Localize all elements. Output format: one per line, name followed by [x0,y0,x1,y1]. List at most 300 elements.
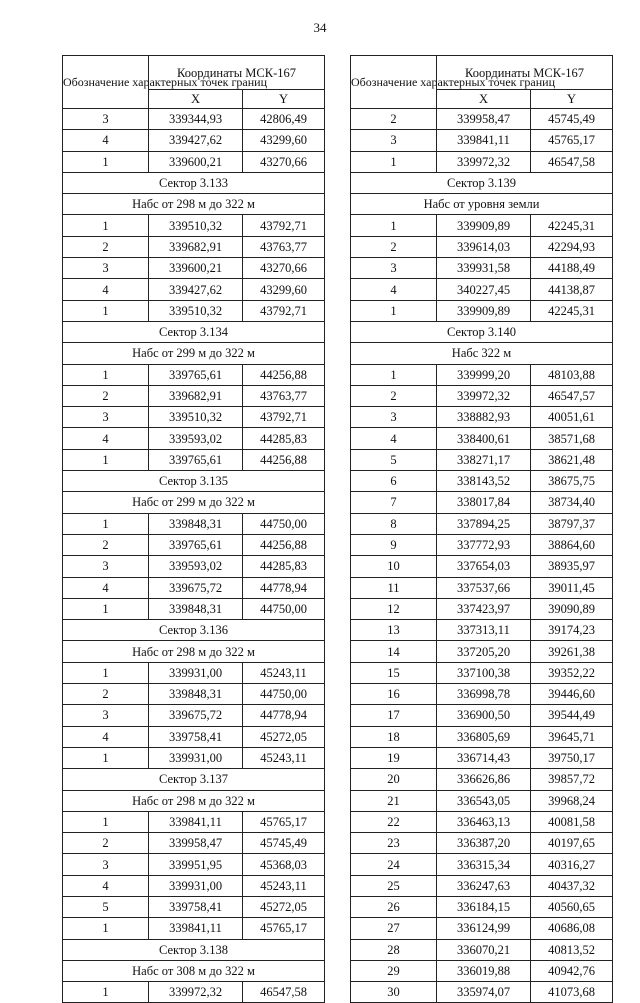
y-coordinate-cell: 43270,66 [243,258,325,279]
x-coordinate-cell: 339999,20 [437,364,531,385]
table-row [351,918,613,939]
x-coordinate-cell: 339344,93 [149,109,243,130]
x-coordinate-cell: 339675,72 [149,705,243,726]
point-column-header: Обозначение характерных точек границ [63,56,149,109]
point-number-cell: 1 [63,449,149,470]
point-column-header: Обозначение характерных точек границ [351,56,437,109]
point-number-cell: 24 [351,854,437,875]
x-coordinate-cell: 339931,58 [437,258,531,279]
y-coordinate-cell: 44750,00 [243,513,325,534]
table-row [351,684,613,705]
section-label: Сектор 3.135 [63,471,325,492]
x-coordinate-cell: 339841,11 [437,130,531,151]
point-number-cell: 1 [63,918,149,939]
y-coordinate-cell: 45765,17 [531,130,613,151]
point-number-cell: 8 [351,513,437,534]
x-column-header: X [149,90,243,109]
coordinates-header: Координаты МСК-167 [149,56,325,90]
table-row [351,151,613,172]
table-row [63,151,325,172]
x-coordinate-cell: 336019,88 [437,960,531,981]
x-coordinate-cell: 337772,93 [437,534,531,555]
table-row [63,747,325,768]
section-label: Набс от 298 м до 322 м [63,194,325,215]
point-number-cell: 2 [63,684,149,705]
y-coordinate-cell: 45745,49 [243,833,325,854]
table-row [351,428,613,449]
point-number-cell: 30 [351,982,437,1003]
x-coordinate-cell: 336626,86 [437,769,531,790]
table-row [351,215,613,236]
table-row [63,854,325,875]
x-coordinate-cell: 339593,02 [149,556,243,577]
coordinates-table-right [350,55,613,1003]
table-row [63,449,325,470]
table-row [351,534,613,555]
x-coordinate-cell: 339931,00 [149,875,243,896]
y-coordinate-cell: 40051,61 [531,407,613,428]
x-coordinate-cell: 338400,61 [437,428,531,449]
point-number-cell: 1 [63,747,149,768]
y-coordinate-cell: 44256,88 [243,449,325,470]
point-number-cell: 7 [351,492,437,513]
x-coordinate-cell: 339848,31 [149,513,243,534]
x-coordinate-cell: 337205,20 [437,641,531,662]
point-number-cell: 17 [351,705,437,726]
y-coordinate-cell: 39174,23 [531,620,613,641]
y-coordinate-cell: 42294,93 [531,236,613,257]
y-coordinate-cell: 44285,83 [243,556,325,577]
point-number-cell: 1 [351,364,437,385]
table-row [63,982,325,1003]
point-number-cell: 11 [351,577,437,598]
x-coordinate-cell: 339765,61 [149,449,243,470]
x-coordinate-cell: 339931,00 [149,662,243,683]
y-coordinate-cell: 43792,71 [243,407,325,428]
table-row [63,513,325,534]
point-number-cell: 1 [63,151,149,172]
table-row [63,662,325,683]
point-number-cell: 19 [351,747,437,768]
point-number-cell: 3 [351,407,437,428]
x-coordinate-cell: 336184,15 [437,896,531,917]
x-coordinate-cell: 339682,91 [149,385,243,406]
x-coordinate-cell: 339765,61 [149,534,243,555]
y-coordinate-cell: 41073,68 [531,982,613,1003]
y-coordinate-cell: 40560,65 [531,896,613,917]
y-coordinate-cell: 42245,31 [531,215,613,236]
x-coordinate-cell: 337654,03 [437,556,531,577]
y-coordinate-cell: 43792,71 [243,300,325,321]
y-coordinate-cell: 39857,72 [531,769,613,790]
point-number-cell: 4 [63,279,149,300]
x-coordinate-cell: 340227,45 [437,279,531,300]
coordinates-table-left [62,55,325,1003]
y-coordinate-cell: 43763,77 [243,236,325,257]
x-coordinate-cell: 339841,11 [149,811,243,832]
y-coordinate-cell: 45765,17 [243,811,325,832]
point-number-cell: 2 [63,236,149,257]
table-row [351,130,613,151]
y-coordinate-cell: 39261,38 [531,641,613,662]
x-coordinate-cell: 339951,95 [149,854,243,875]
point-number-cell: 1 [63,811,149,832]
point-number-cell: 1 [351,151,437,172]
table-row [63,215,325,236]
section-row [63,321,325,342]
table-row [63,875,325,896]
point-number-cell: 1 [351,300,437,321]
y-coordinate-cell: 45272,05 [243,726,325,747]
point-number-cell: 2 [63,534,149,555]
x-coordinate-cell: 339972,32 [437,151,531,172]
table-row [63,577,325,598]
table-row [351,300,613,321]
y-coordinate-cell: 39352,22 [531,662,613,683]
point-number-cell: 1 [63,215,149,236]
point-number-cell: 20 [351,769,437,790]
section-row [351,321,613,342]
table-row [63,556,325,577]
y-coordinate-cell: 46547,57 [531,385,613,406]
y-coordinate-cell: 44778,94 [243,577,325,598]
y-coordinate-cell: 40197,65 [531,833,613,854]
y-coordinate-cell: 40942,76 [531,960,613,981]
x-coordinate-cell: 339510,32 [149,407,243,428]
table-row [351,875,613,896]
point-number-cell: 12 [351,598,437,619]
table-row [351,641,613,662]
x-coordinate-cell: 336543,05 [437,790,531,811]
table-row [351,705,613,726]
section-row [63,620,325,641]
section-label: Сектор 3.138 [63,939,325,960]
y-coordinate-cell: 39544,49 [531,705,613,726]
point-number-cell: 5 [63,896,149,917]
x-coordinate-cell: 337894,25 [437,513,531,534]
table-row [63,833,325,854]
x-coordinate-cell: 339510,32 [149,300,243,321]
point-number-cell: 29 [351,960,437,981]
table-row [63,684,325,705]
y-coordinate-cell: 46547,58 [243,982,325,1003]
table-row [351,471,613,492]
section-label: Сектор 3.133 [63,172,325,193]
x-coordinate-cell: 339848,31 [149,684,243,705]
y-coordinate-cell: 43299,60 [243,130,325,151]
x-coordinate-cell: 339427,62 [149,130,243,151]
point-number-cell: 15 [351,662,437,683]
y-coordinate-cell: 40437,32 [531,875,613,896]
point-number-cell: 3 [63,407,149,428]
section-row [63,790,325,811]
point-number-cell: 14 [351,641,437,662]
y-coordinate-cell: 44138,87 [531,279,613,300]
y-coordinate-cell: 45765,17 [243,918,325,939]
section-row [63,471,325,492]
table-row [351,982,613,1003]
page-number: 34 [313,20,327,35]
x-coordinate-cell: 339972,32 [149,982,243,1003]
y-coordinate-cell: 43792,71 [243,215,325,236]
section-label: Набс от 298 м до 322 м [63,641,325,662]
y-coordinate-cell: 40081,58 [531,811,613,832]
table-row [351,769,613,790]
section-row [63,960,325,981]
section-label: Набс от 298 м до 322 м [63,790,325,811]
x-coordinate-cell: 339614,03 [437,236,531,257]
section-label: Набс от 308 м до 322 м [63,960,325,981]
section-label: Набс от 299 м до 322 м [63,492,325,513]
section-row [63,641,325,662]
x-coordinate-cell: 339758,41 [149,896,243,917]
table-row [63,130,325,151]
point-number-cell: 13 [351,620,437,641]
y-coordinate-cell: 43763,77 [243,385,325,406]
x-coordinate-cell: 339427,62 [149,279,243,300]
y-coordinate-cell: 38734,40 [531,492,613,513]
section-label: Сектор 3.136 [63,620,325,641]
table-row [63,109,325,130]
x-coordinate-cell: 339675,72 [149,577,243,598]
table-row [351,833,613,854]
section-row [63,492,325,513]
table-row [351,556,613,577]
point-number-cell: 2 [63,385,149,406]
x-coordinate-cell: 339600,21 [149,151,243,172]
x-coordinate-cell: 339765,61 [149,364,243,385]
point-number-cell: 4 [351,428,437,449]
y-coordinate-cell: 38797,37 [531,513,613,534]
y-coordinate-cell: 43270,66 [243,151,325,172]
x-coordinate-cell: 337423,97 [437,598,531,619]
x-coordinate-cell: 336463,13 [437,811,531,832]
table-row [63,705,325,726]
point-number-cell: 3 [351,130,437,151]
y-coordinate-cell: 38864,60 [531,534,613,555]
point-number-cell: 1 [351,215,437,236]
table-row [351,364,613,385]
table-row [351,811,613,832]
y-coordinate-cell: 39750,17 [531,747,613,768]
table-row [63,534,325,555]
section-row [63,769,325,790]
table-row [63,236,325,257]
point-number-cell: 1 [63,662,149,683]
y-coordinate-cell: 44285,83 [243,428,325,449]
x-coordinate-cell: 336315,34 [437,854,531,875]
point-number-cell: 23 [351,833,437,854]
table-body [351,109,613,1003]
point-number-cell: 4 [63,726,149,747]
x-coordinate-cell: 337537,66 [437,577,531,598]
y-coordinate-cell: 46547,58 [531,151,613,172]
y-coordinate-cell: 44188,49 [531,258,613,279]
table-row [63,258,325,279]
table-row [63,896,325,917]
table-row [351,939,613,960]
y-coordinate-cell: 42806,49 [243,109,325,130]
table-row [63,598,325,619]
y-coordinate-cell: 40686,08 [531,918,613,939]
point-number-cell: 4 [63,577,149,598]
x-coordinate-cell: 338017,84 [437,492,531,513]
x-coordinate-cell: 336805,69 [437,726,531,747]
x-coordinate-cell: 336070,21 [437,939,531,960]
y-coordinate-cell: 39968,24 [531,790,613,811]
point-number-cell: 4 [63,130,149,151]
point-number-cell: 2 [351,109,437,130]
x-coordinate-cell: 335974,07 [437,982,531,1003]
x-column-header: X [437,90,531,109]
point-number-cell: 6 [351,471,437,492]
x-coordinate-cell: 336998,78 [437,684,531,705]
y-coordinate-cell: 45745,49 [531,109,613,130]
x-coordinate-cell: 339909,89 [437,300,531,321]
point-number-cell: 4 [63,428,149,449]
section-label: Сектор 3.137 [63,769,325,790]
point-number-cell: 1 [63,982,149,1003]
section-label: Сектор 3.139 [351,172,613,193]
point-number-cell: 3 [63,854,149,875]
point-number-cell: 2 [351,236,437,257]
point-number-cell: 25 [351,875,437,896]
x-coordinate-cell: 339593,02 [149,428,243,449]
point-number-cell: 4 [351,279,437,300]
section-row [351,172,613,193]
y-coordinate-cell: 38675,75 [531,471,613,492]
point-number-cell: 3 [63,258,149,279]
y-coordinate-cell: 38621,48 [531,449,613,470]
y-coordinate-cell: 43299,60 [243,279,325,300]
point-number-cell: 27 [351,918,437,939]
y-coordinate-cell: 38935,97 [531,556,613,577]
point-number-cell: 9 [351,534,437,555]
point-number-cell: 3 [351,258,437,279]
y-coordinate-cell: 39090,89 [531,598,613,619]
x-coordinate-cell: 338271,17 [437,449,531,470]
x-coordinate-cell: 339510,32 [149,215,243,236]
point-number-cell: 28 [351,939,437,960]
point-number-cell: 16 [351,684,437,705]
x-coordinate-cell: 336124,99 [437,918,531,939]
x-coordinate-cell: 337313,11 [437,620,531,641]
x-coordinate-cell: 337100,38 [437,662,531,683]
x-coordinate-cell: 336714,43 [437,747,531,768]
y-coordinate-cell: 44256,88 [243,364,325,385]
y-coordinate-cell: 45243,11 [243,875,325,896]
section-row [63,172,325,193]
y-coordinate-cell: 45368,03 [243,854,325,875]
table-row [351,854,613,875]
table-row [63,385,325,406]
x-coordinate-cell: 339682,91 [149,236,243,257]
x-coordinate-cell: 339600,21 [149,258,243,279]
y-coordinate-cell: 39446,60 [531,684,613,705]
section-row [351,343,613,364]
point-number-cell: 3 [63,556,149,577]
point-number-cell: 26 [351,896,437,917]
table-row [63,407,325,428]
section-row [63,343,325,364]
section-row [63,194,325,215]
section-label: Сектор 3.134 [63,321,325,342]
table-row [351,109,613,130]
point-number-cell: 2 [63,833,149,854]
x-coordinate-cell: 339931,00 [149,747,243,768]
point-number-cell: 3 [63,705,149,726]
y-column-header: Y [243,90,325,109]
point-number-cell: 18 [351,726,437,747]
table-row [351,449,613,470]
y-coordinate-cell: 45243,11 [243,747,325,768]
point-number-cell: 3 [63,109,149,130]
point-number-cell: 4 [63,875,149,896]
y-coordinate-cell: 38571,68 [531,428,613,449]
table-row [63,364,325,385]
table-row [351,258,613,279]
section-label: Набс от уровня земли [351,194,613,215]
table-row [63,726,325,747]
x-coordinate-cell: 339758,41 [149,726,243,747]
y-coordinate-cell: 44256,88 [243,534,325,555]
point-number-cell: 1 [63,300,149,321]
table-row [63,279,325,300]
section-label: Сектор 3.140 [351,321,613,342]
x-coordinate-cell: 336387,20 [437,833,531,854]
table-row [351,279,613,300]
y-coordinate-cell: 39011,45 [531,577,613,598]
x-coordinate-cell: 338143,52 [437,471,531,492]
section-row [351,194,613,215]
table-row [63,811,325,832]
x-coordinate-cell: 339909,89 [437,215,531,236]
table-row [63,428,325,449]
table-row [351,726,613,747]
x-coordinate-cell: 336900,50 [437,705,531,726]
table-row [351,385,613,406]
table-row [63,918,325,939]
y-coordinate-cell: 44778,94 [243,705,325,726]
point-number-cell: 1 [63,513,149,534]
table-row [351,598,613,619]
section-label: Набс от 299 м до 322 м [63,343,325,364]
point-number-cell: 21 [351,790,437,811]
section-label: Набс 322 м [351,343,613,364]
table-body [63,109,325,1003]
y-coordinate-cell: 44750,00 [243,684,325,705]
table-row [351,790,613,811]
y-coordinate-cell: 40813,52 [531,939,613,960]
y-coordinate-cell: 44750,00 [243,598,325,619]
table-row [351,620,613,641]
table-row [351,407,613,428]
table-row [351,896,613,917]
y-coordinate-cell: 45243,11 [243,662,325,683]
section-row [63,939,325,960]
x-coordinate-cell: 339972,32 [437,385,531,406]
y-coordinate-cell: 39645,71 [531,726,613,747]
point-number-cell: 1 [63,364,149,385]
x-coordinate-cell: 336247,63 [437,875,531,896]
point-number-cell: 22 [351,811,437,832]
point-number-cell: 10 [351,556,437,577]
table-row [351,662,613,683]
table-row [351,236,613,257]
table-row [63,300,325,321]
table-row [351,513,613,534]
y-column-header: Y [531,90,613,109]
